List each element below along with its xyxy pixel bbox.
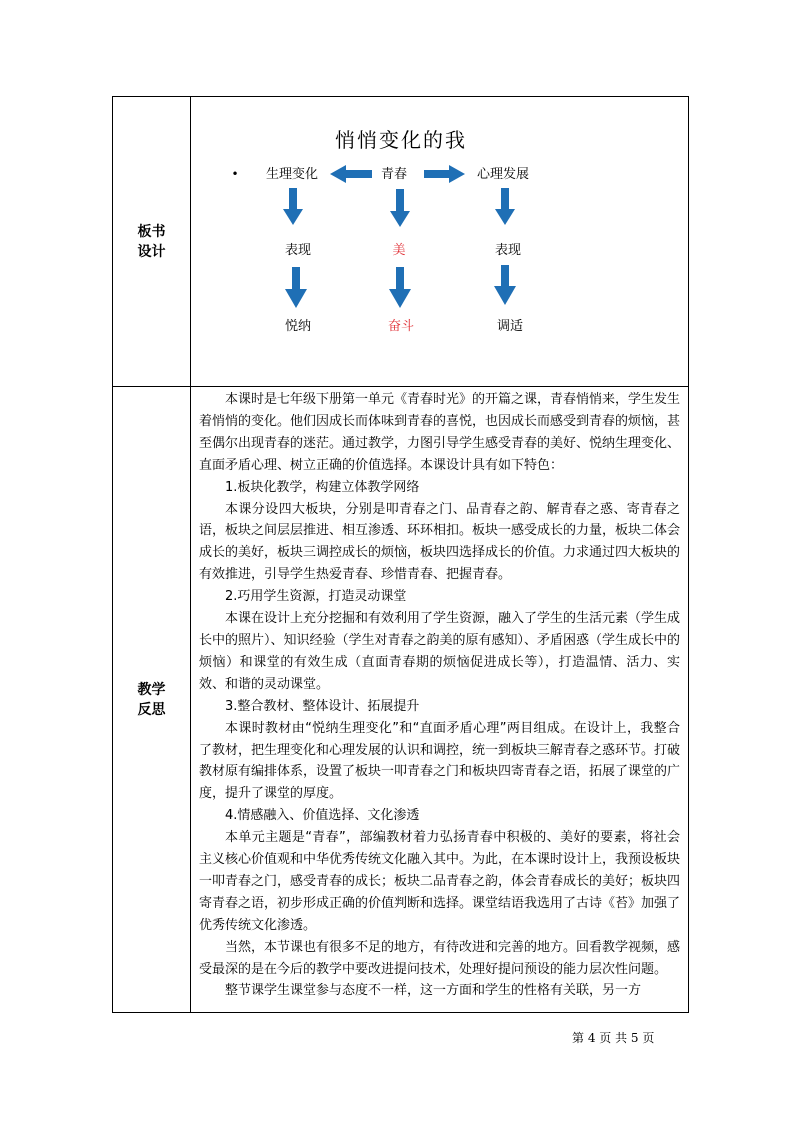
right-mid-label: 表现 (494, 243, 522, 258)
reflection-heading: 4.情感融入、价值选择、文化渗透 (225, 808, 420, 824)
board-diagram (191, 97, 688, 386)
center-bottom-label: 奋斗 (387, 319, 415, 334)
left-bottom-label: 悦纳 (284, 319, 312, 334)
center-top-label: 青春 (380, 167, 408, 182)
reflection-paragraph: 整节课学生课堂参与态度不一样，这一方面和学生的性格有关联，另一方 (225, 983, 642, 999)
reflection-paragraph: 本课时教材由“悦纳生理变化”和“直面矛盾心理”两目组成。在设计上，我整合了教材，把生理变化和心理发展的认识和调控，统一到板块三解青春之惑环节。打破教材原有编排体系，设置了板块一叩青春之门和板块四寄青春之语，拓展了课堂的广度，提升了课堂的厚度。 (199, 720, 681, 802)
right-down-arrow-icon-2 (494, 265, 516, 305)
reflection-paragraph: 当然，本节课也有很多不足的地方，有待改进和完善的地方。回看教学视频，感受最深的是在今后的教学中要改进提问技术，处理好提问预设的能力层次性问题。 (199, 939, 681, 977)
board-design-row (113, 97, 688, 387)
left-arrow-icon (330, 165, 372, 183)
left-top-label: 生理变化 (265, 167, 319, 182)
reflection-paragraph: 本课在设计上充分挖掘和有效利用了学生资源，融入了学生的生活元素（学生成长中的照片）、知识经验（学生对青春之韵美的原有感知）、矛盾困惑（学生成长中的烦恼）和课堂的有效生成（直面青春期的烦恼促进成长等），打造温情、活力、实效、和谐的灵动课堂。 (199, 611, 681, 692)
reflection-row (113, 387, 688, 1012)
reflection-heading: 2.巧用学生资源，打造灵动课堂 (225, 589, 407, 605)
board-design-label-cell (113, 97, 191, 386)
left-down-arrow-icon-2 (285, 267, 307, 308)
center-mid-label: 美 (392, 243, 406, 258)
left-mid-label: 表现 (284, 243, 312, 258)
right-down-arrow-icon-1 (495, 188, 515, 225)
right-top-label: 心理发展 (476, 167, 530, 182)
board-title: 悄悄变化的我 (335, 128, 467, 152)
reflection-text (191, 387, 688, 1012)
reflection-label-cell (113, 387, 191, 1012)
lesson-table (112, 96, 689, 1013)
board-bullet: • (231, 167, 239, 181)
board-design-cell (191, 97, 688, 386)
right-arrow-icon (424, 165, 465, 183)
reflection-paragraph: 本课分设四大板块，分别是叩青春之门、品青春之韵、解青春之惑、寄青春之语，板块之间层层推进、相互渗透、环环相扣。板块一感受成长的力量，板块二体会成长的美好，板块三调控成长的烦恼，板块四选择成长的价值。力求通过四大板块的有效推进，引导学生热爱青春、珍惜青春、把握青春。 (199, 501, 681, 583)
center-down-arrow-icon-1 (390, 189, 410, 227)
left-down-arrow-icon-1 (283, 188, 303, 225)
reflection-label: 教学反思 (137, 681, 166, 718)
board-design-label: 板书设计 (137, 223, 166, 260)
reflection-paragraph: 本单元主题是“青春”，部编教材着力弘扬青春中积极的、美好的要素，将社会主义核心价值观和中华优秀传统文化融入其中。为此，在本课时设计上，我预设板块一叩青春之门，感受青春的成长；板块二品青春之韵，体会青春成长的美好；板块四寄青春之语，初步形成正确的价值判断和选择。课堂结语我选用了古诗《苔》加强了优秀传统文化渗透。 (199, 830, 681, 933)
center-down-arrow-icon-2 (389, 267, 411, 308)
reflection-cell (191, 387, 688, 1012)
page-number: 第 4 页 共 5 页 (572, 1031, 655, 1045)
reflection-paragraph: 本课时是七年级下册第一单元《青春时光》的开篇之课，青春悄悄来，学生发生着悄悄的变化。他们因成长而体味到青春的喜悦，也因成长而感受到青春的烦恼，甚至偶尔出现青春的迷茫。通过教学，力图引导学生感受青春的美好、悦纳生理变化、直面矛盾心理、树立正确的价值选择。本课设计具有如下特色： (199, 392, 681, 473)
reflection-heading: 3.整合教材、整体设计、拓展提升 (225, 698, 420, 714)
right-bottom-label: 调适 (496, 319, 524, 334)
reflection-heading: 1.板块化教学，构建立体教学网络 (225, 479, 420, 495)
